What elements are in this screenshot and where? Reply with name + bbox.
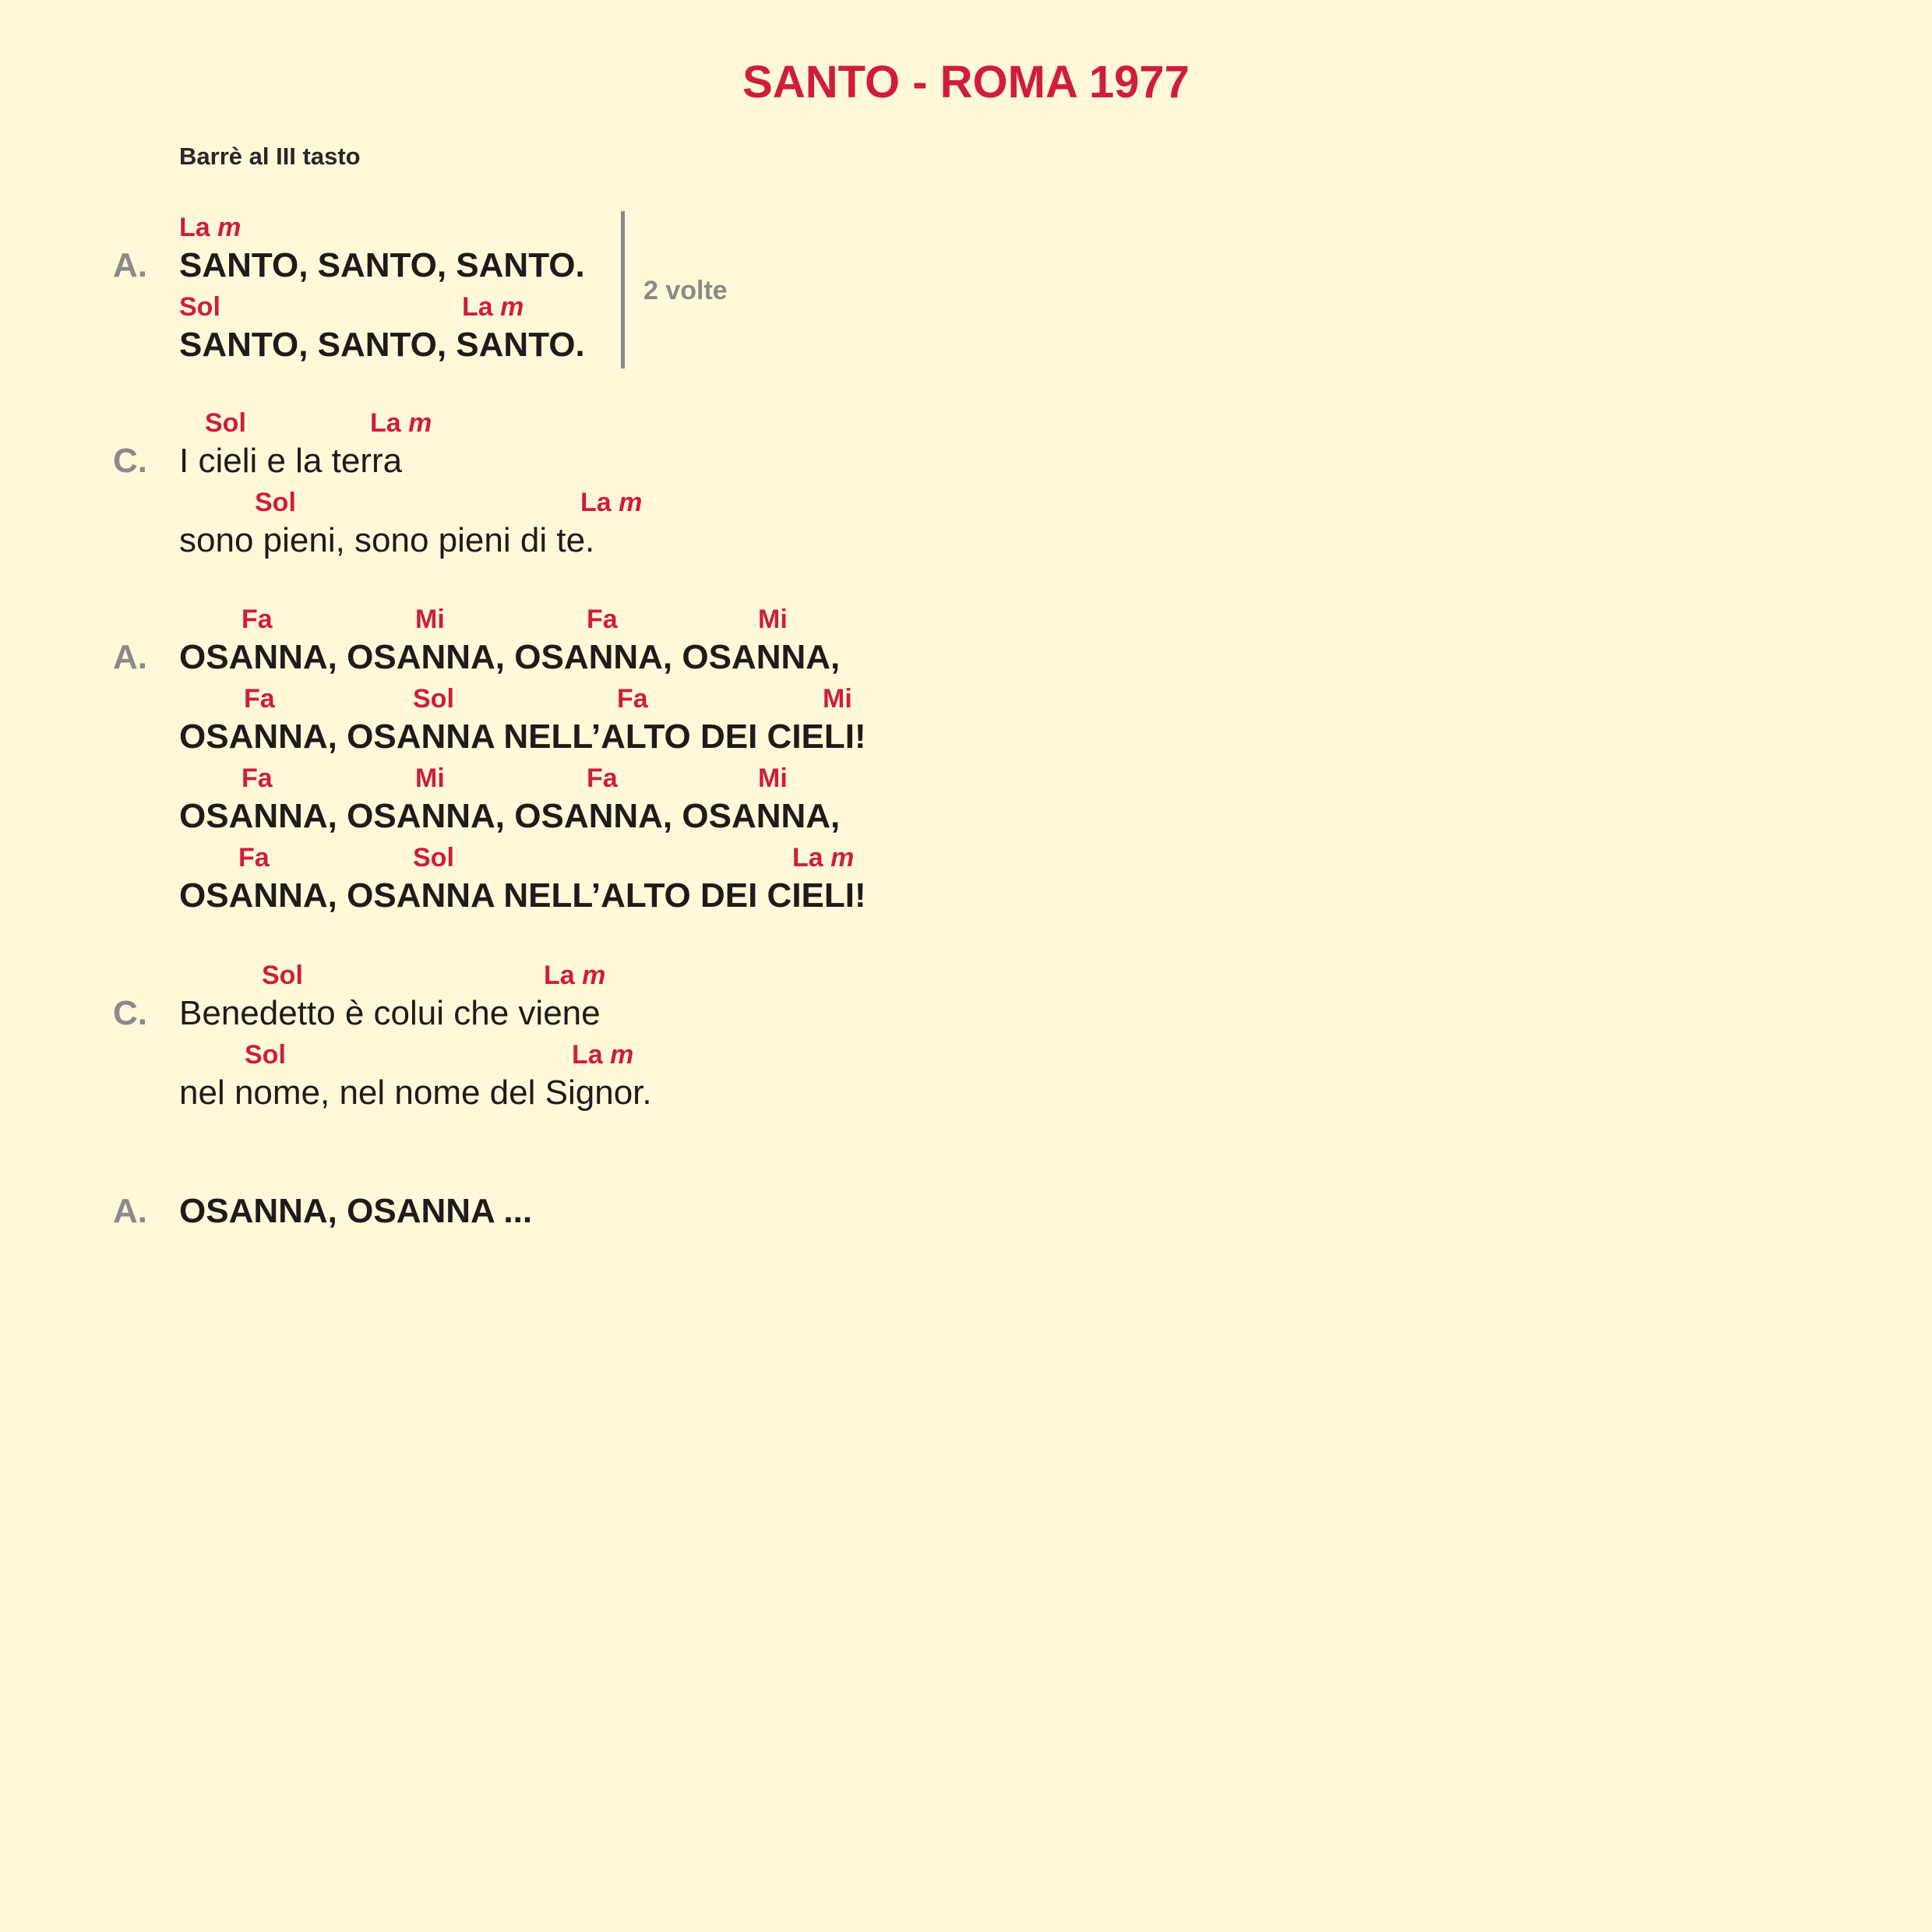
chord — [544, 959, 605, 992]
chord-row — [179, 682, 1114, 715]
chord-root: Sol — [413, 843, 454, 873]
chord-row — [179, 1038, 1114, 1071]
chord-root: Fa — [587, 605, 618, 634]
song-line — [179, 959, 1114, 1038]
chord — [617, 682, 648, 715]
chord-quality: m — [408, 408, 432, 438]
lyric-line: I cieli e la terra — [179, 442, 403, 480]
chord-root: Fa — [617, 684, 648, 714]
chord — [255, 486, 296, 519]
chord-root: Mi — [415, 605, 445, 634]
chord-root: La — [572, 1040, 603, 1070]
lyric-line: SANTO, SANTO, SANTO. — [179, 326, 585, 364]
chord-root: Mi — [823, 684, 852, 714]
section-tag: A. — [113, 638, 147, 676]
chord — [413, 682, 454, 715]
chord — [758, 603, 788, 636]
lyric-line: SANTO, SANTO, SANTO. — [179, 246, 585, 284]
chord-root: Sol — [205, 408, 246, 438]
lyric-line: OSANNA, OSANNA ... — [179, 1192, 533, 1230]
section-tag: A. — [113, 1192, 147, 1230]
song-title: SANTO - ROMA 1977 — [742, 57, 1190, 108]
chord — [245, 1038, 286, 1071]
chord — [792, 841, 854, 874]
chord-row — [179, 959, 1114, 992]
song-line — [179, 291, 1114, 370]
chord-root: Mi — [415, 763, 445, 793]
chord-root: Fa — [244, 684, 275, 714]
chord-quality: m — [830, 843, 855, 873]
chord — [179, 211, 241, 244]
song-line — [179, 1157, 1114, 1236]
chord — [238, 841, 270, 874]
chord — [572, 1038, 633, 1071]
chord-root: La — [179, 213, 210, 242]
chord-row — [179, 1157, 1114, 1190]
chord — [415, 603, 445, 636]
chord — [462, 291, 524, 323]
song-line — [179, 841, 1114, 921]
lyric-line: sono pieni, sono pieni di te. — [179, 521, 595, 559]
chord-quality: m — [217, 213, 242, 242]
lyric-line: OSANNA, OSANNA NELL’ALTO DEI CIELI! — [179, 876, 866, 915]
chord-root: Sol — [245, 1040, 286, 1070]
chord — [587, 762, 618, 795]
chord-root: La — [580, 488, 612, 517]
chord-quality: m — [610, 1040, 634, 1070]
chord — [262, 959, 303, 992]
chord-row — [179, 603, 1114, 636]
chord-root: Sol — [413, 684, 454, 714]
lyric-line: Benedetto è colui che viene — [179, 994, 601, 1032]
chord-root: Mi — [758, 763, 788, 793]
chord-root: La — [462, 292, 493, 322]
chord — [242, 762, 273, 795]
chord-row — [179, 211, 1114, 244]
capo-note: Barrè al III tasto — [179, 143, 361, 170]
chord — [205, 407, 246, 439]
chord — [415, 762, 445, 795]
chord-root: Fa — [242, 763, 273, 793]
chord-root: Fa — [587, 763, 618, 793]
lyric-line: OSANNA, OSANNA, OSANNA, OSANNA, — [179, 797, 841, 835]
chord — [823, 682, 852, 715]
song-line — [179, 486, 1114, 566]
chord-root: Fa — [242, 605, 273, 634]
song-line — [179, 603, 1114, 682]
repeat-count: 2 volte — [643, 276, 728, 305]
chord-root: Sol — [262, 961, 303, 990]
chord — [244, 682, 275, 715]
chord-quality: m — [619, 488, 643, 517]
section-tag: C. — [113, 442, 147, 480]
chord-root: Fa — [238, 843, 270, 873]
chord — [242, 603, 273, 636]
chord — [413, 841, 454, 874]
chord-row — [179, 841, 1114, 874]
chord — [580, 486, 642, 519]
chord-row — [179, 762, 1114, 795]
section-tag: A. — [113, 246, 147, 284]
chord-quality: m — [500, 292, 524, 322]
chord-quality: m — [582, 961, 606, 990]
song-line — [179, 211, 1114, 291]
lyric-line: OSANNA, OSANNA, OSANNA, OSANNA, — [179, 638, 841, 676]
chord — [758, 762, 788, 795]
song-line — [179, 762, 1114, 841]
lyric-line: OSANNA, OSANNA NELL’ALTO DEI CIELI! — [179, 717, 866, 756]
chord-root: La — [370, 408, 401, 438]
chord — [179, 291, 220, 323]
lyric-line: nel nome, nel nome del Signor. — [179, 1074, 652, 1112]
song-line — [179, 1038, 1114, 1118]
song-line — [179, 682, 1114, 762]
chord-root: La — [544, 961, 575, 990]
chord-row — [179, 407, 1114, 439]
chord-row — [179, 486, 1114, 519]
chord-root: Sol — [179, 292, 220, 322]
section-tag: C. — [113, 994, 147, 1032]
song-line — [179, 407, 1114, 486]
chord-root: La — [792, 843, 823, 873]
chord — [370, 407, 432, 439]
chord-row — [179, 291, 1114, 323]
chord-root: Sol — [255, 488, 296, 517]
chord-root: Mi — [758, 605, 788, 634]
chord — [587, 603, 618, 636]
